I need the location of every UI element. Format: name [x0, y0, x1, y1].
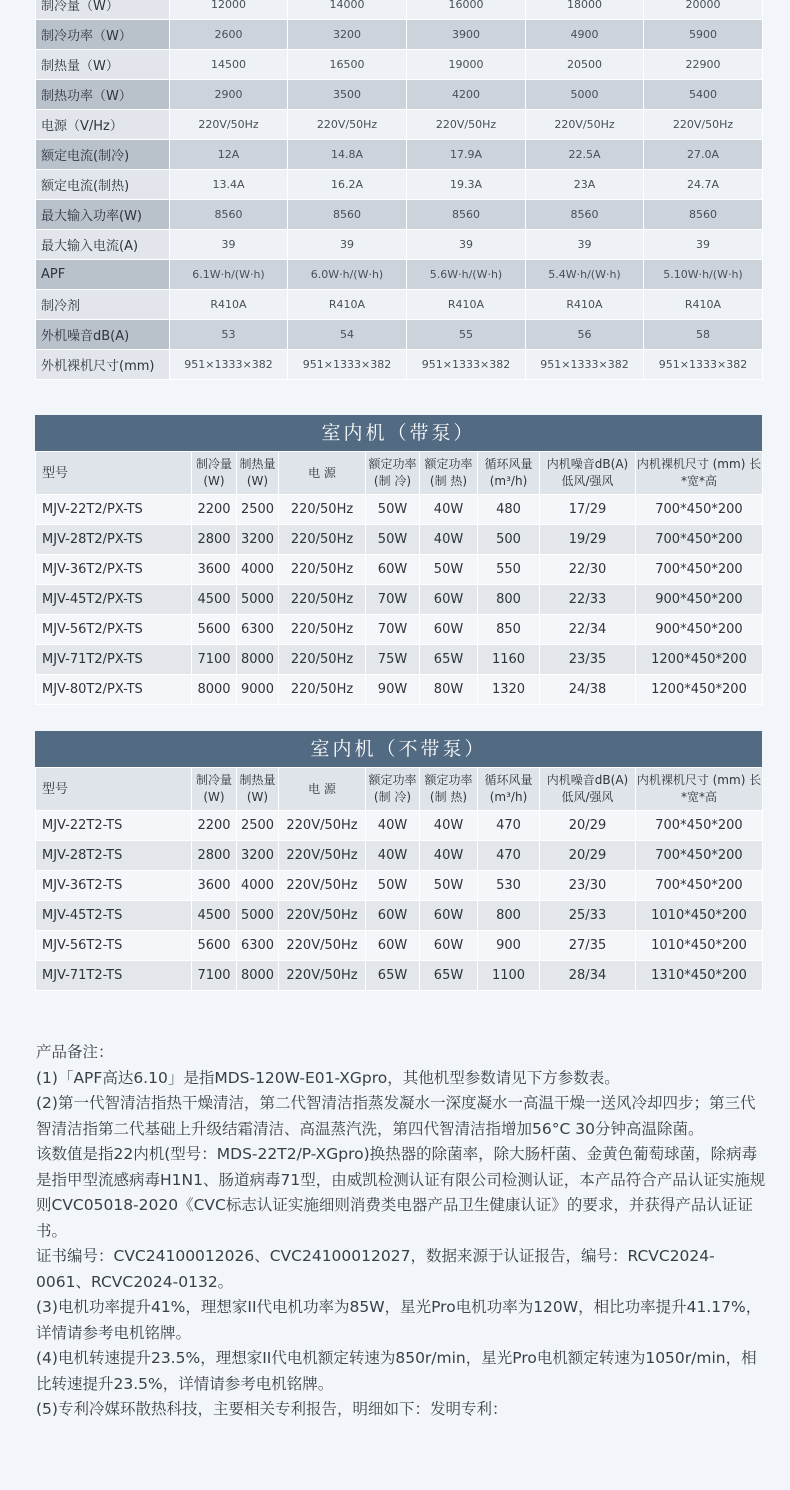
model-cell: MJV-36T2/PX-TS: [36, 555, 192, 585]
table-cell: 17/29: [540, 495, 636, 525]
table-cell: 800: [478, 901, 540, 931]
column-header: 内机噪音dB(A) 低风/强风: [540, 452, 636, 495]
table-cell: 55: [407, 320, 526, 350]
row-label: 额定电流(制冷): [36, 140, 170, 170]
row-label: 制冷剂: [36, 290, 170, 320]
table-cell: 1310*450*200: [636, 961, 763, 991]
table-cell: 2200: [192, 811, 237, 841]
table-cell: 25/33: [540, 901, 636, 931]
table-row: [36, 675, 763, 705]
note-item: (2)第一代智清洁指热干燥清洁，第二代智清洁指蒸发凝水一深度凝水一高温干燥一送风冷却四步；第三代智清洁指第二代基础上升级结霜清洁、高温蒸汽洗，第四代智清洁指增加56°C 30分钟高温除菌。: [36, 1094, 756, 1138]
table-cell: 220/50Hz: [279, 645, 366, 675]
table-cell: 14.8A: [288, 140, 407, 170]
table-cell: 58: [644, 320, 763, 350]
table-cell: 60W: [420, 901, 478, 931]
table-cell: 5600: [192, 931, 237, 961]
table-cell: 6.0W·h/(W·h): [288, 260, 407, 290]
table-cell: 5000: [237, 585, 279, 615]
table-row: [36, 200, 763, 230]
table-cell: R410A: [170, 290, 288, 320]
column-header: 内机噪音dB(A) 低风/强风: [540, 768, 636, 811]
table-cell: 700*450*200: [636, 525, 763, 555]
table-cell: R410A: [644, 290, 763, 320]
table-cell: 220V/50Hz: [279, 901, 366, 931]
note-item: 证书编号：CVC24100012026、CVC24100012027，数据来源于认证报告，编号：RCVC2024-0061、RCVC2024-0132。: [36, 1247, 715, 1291]
table-cell: 6300: [237, 931, 279, 961]
table-cell: 850: [478, 615, 540, 645]
model-cell: MJV-80T2/PX-TS: [36, 675, 192, 705]
table-cell: 50W: [420, 871, 478, 901]
table-cell: 50W: [366, 525, 420, 555]
row-label: 电源（V/Hz）: [36, 110, 170, 140]
column-header: 额定功率 (制 冷): [366, 452, 420, 495]
table-cell: 40W: [366, 811, 420, 841]
table-cell: 6300: [237, 615, 279, 645]
table-cell: 14500: [170, 50, 288, 80]
table-cell: 22900: [644, 50, 763, 80]
column-header: 循环风量 (m³/h): [478, 452, 540, 495]
table-cell: 3200: [237, 525, 279, 555]
column-header: 循环风量 (m³/h): [478, 768, 540, 811]
table-cell: 8560: [407, 200, 526, 230]
table-row: [36, 230, 763, 260]
table-row: [36, 495, 763, 525]
table-cell: 700*450*200: [636, 841, 763, 871]
table-cell: 951×1333×382: [644, 350, 763, 380]
table-cell: 20500: [526, 50, 644, 80]
table-cell: 4000: [237, 555, 279, 585]
notes-heading: 产品备注：: [36, 1043, 114, 1061]
table-row: [36, 585, 763, 615]
table-cell: 24/38: [540, 675, 636, 705]
table-cell: 220V/50Hz: [288, 110, 407, 140]
table-cell: 60W: [420, 931, 478, 961]
note-item: (3)电机功率提升41%，理想家II代电机功率为85W，星光Pro电机功率为120W，相比功率提升41.17%，详情请参考电机铭牌。: [36, 1298, 762, 1342]
column-header: 电 源: [279, 452, 366, 495]
column-header: 制热量 (W): [237, 768, 279, 811]
indoor-nopump-title: 室内机（不带泵）: [35, 731, 762, 767]
table-cell: 39: [170, 230, 288, 260]
column-header: 制冷量 (W): [192, 452, 237, 495]
table-cell: 500: [478, 525, 540, 555]
table-cell: 1100: [478, 961, 540, 991]
table-cell: 220/50Hz: [279, 585, 366, 615]
row-label: 最大输入功率(W): [36, 200, 170, 230]
table-cell: 60W: [366, 931, 420, 961]
table-cell: 220V/50Hz: [279, 871, 366, 901]
table-cell: 40W: [420, 495, 478, 525]
table-row: [36, 0, 763, 20]
table-cell: 22.5A: [526, 140, 644, 170]
table-cell: 3900: [407, 20, 526, 50]
table-cell: 65W: [420, 645, 478, 675]
table-row: [36, 20, 763, 50]
table-cell: 6.1W·h/(W·h): [170, 260, 288, 290]
indoor-pump-section: [35, 415, 762, 705]
table-cell: 13.4A: [170, 170, 288, 200]
table-cell: 8000: [237, 961, 279, 991]
table-cell: 220/50Hz: [279, 555, 366, 585]
table-cell: 14000: [288, 0, 407, 20]
indoor-nopump-table: [35, 767, 763, 991]
table-cell: 900*450*200: [636, 615, 763, 645]
column-header: 内机裸机尺寸 (mm) 长*宽*高: [636, 768, 763, 811]
table-row: [36, 80, 763, 110]
table-cell: 220/50Hz: [279, 675, 366, 705]
table-row: [36, 290, 763, 320]
table-cell: 220V/50Hz: [279, 961, 366, 991]
note-item: (1)「APF高达6.10」是指MDS-120W-E01-XGpro，其他机型参数请见下方参数表。: [36, 1068, 620, 1087]
table-cell: 40W: [420, 525, 478, 555]
table-cell: 23A: [526, 170, 644, 200]
table-cell: 700*450*200: [636, 555, 763, 585]
table-cell: 480: [478, 495, 540, 525]
table-cell: R410A: [407, 290, 526, 320]
table-cell: 1010*450*200: [636, 931, 763, 961]
table-row: [36, 50, 763, 80]
table-cell: 220/50Hz: [279, 615, 366, 645]
table-cell: 16000: [407, 0, 526, 20]
table-row: [36, 645, 763, 675]
table-cell: 23/30: [540, 871, 636, 901]
table-row: [36, 555, 763, 585]
model-cell: MJV-28T2/PX-TS: [36, 525, 192, 555]
table-cell: 700*450*200: [636, 495, 763, 525]
table-cell: 1160: [478, 645, 540, 675]
table-row: [36, 525, 763, 555]
indoor-pump-title: 室内机（带泵）: [35, 415, 762, 451]
table-cell: 220V/50Hz: [279, 811, 366, 841]
table-cell: 5900: [644, 20, 763, 50]
table-cell: 220/50Hz: [279, 525, 366, 555]
table-cell: 4900: [526, 20, 644, 50]
model-cell: MJV-71T2-TS: [36, 961, 192, 991]
table-row: [36, 871, 763, 901]
table-cell: 4000: [237, 871, 279, 901]
table-cell: 220V/50Hz: [279, 931, 366, 961]
model-cell: MJV-56T2/PX-TS: [36, 615, 192, 645]
note-item: 该数值是指22内机(型号：MDS-22T2/P-XGpro)换热器的除菌率，除大肠杆菌、金黄色葡萄球菌，除病毒是指甲型流感病毒H1N1、肠道病毒71型，由威凯检测认证有限公司检测认证，本产品符合产品认证实施规则CVC05018-2020《CVC标志认证实施细则消费类电器产品卫生健康认证》的要求，并获得产品认证证书。: [36, 1145, 766, 1240]
table-cell: 75W: [366, 645, 420, 675]
table-cell: 19.3A: [407, 170, 526, 200]
column-header: 制冷量 (W): [192, 768, 237, 811]
table-row: [36, 615, 763, 645]
table-cell: 700*450*200: [636, 811, 763, 841]
table-cell: 20/29: [540, 841, 636, 871]
header-row: [36, 452, 763, 495]
table-cell: 65W: [420, 961, 478, 991]
row-label: 制热量（W）: [36, 50, 170, 80]
table-cell: 90W: [366, 675, 420, 705]
model-cell: MJV-45T2/PX-TS: [36, 585, 192, 615]
table-cell: 1200*450*200: [636, 675, 763, 705]
indoor-nopump-section: [35, 731, 762, 991]
column-header: 额定功率 (制 冷): [366, 768, 420, 811]
table-cell: 60W: [366, 555, 420, 585]
table-cell: 50W: [366, 495, 420, 525]
table-cell: 20000: [644, 0, 763, 20]
table-cell: 9000: [237, 675, 279, 705]
table-row: [36, 140, 763, 170]
table-cell: 7100: [192, 961, 237, 991]
table-cell: 530: [478, 871, 540, 901]
row-label: 额定电流(制热): [36, 170, 170, 200]
table-cell: 70W: [366, 615, 420, 645]
product-notes: [36, 1040, 766, 1423]
table-cell: 17.9A: [407, 140, 526, 170]
table-cell: 1010*450*200: [636, 901, 763, 931]
table-cell: 24.7A: [644, 170, 763, 200]
table-cell: 5.10W·h/(W·h): [644, 260, 763, 290]
row-label: 制冷功率（W）: [36, 20, 170, 50]
table-cell: 8560: [526, 200, 644, 230]
table-cell: 951×1333×382: [288, 350, 407, 380]
table-cell: 4500: [192, 585, 237, 615]
table-cell: 5000: [526, 80, 644, 110]
row-label: 外机裸机尺寸(mm): [36, 350, 170, 380]
table-cell: R410A: [526, 290, 644, 320]
table-cell: 1320: [478, 675, 540, 705]
table-cell: 1200*450*200: [636, 645, 763, 675]
row-label: APF: [36, 260, 170, 290]
table-cell: 8560: [170, 200, 288, 230]
table-cell: 900: [478, 931, 540, 961]
table-cell: 16.2A: [288, 170, 407, 200]
table-cell: 3200: [288, 20, 407, 50]
table-cell: 3200: [237, 841, 279, 871]
table-cell: 2500: [237, 811, 279, 841]
table-cell: 40W: [366, 841, 420, 871]
table-row: [36, 931, 763, 961]
table-cell: 900*450*200: [636, 585, 763, 615]
model-cell: MJV-71T2/PX-TS: [36, 645, 192, 675]
table-cell: 3500: [288, 80, 407, 110]
table-cell: 19/29: [540, 525, 636, 555]
model-cell: MJV-28T2-TS: [36, 841, 192, 871]
table-cell: 39: [407, 230, 526, 260]
row-label: 最大输入电流(A): [36, 230, 170, 260]
column-header: 内机裸机尺寸 (mm) 长*宽*高: [636, 452, 763, 495]
table-row: [36, 320, 763, 350]
table-row: [36, 961, 763, 991]
row-label: 外机噪音dB(A): [36, 320, 170, 350]
table-cell: 18000: [526, 0, 644, 20]
table-row: [36, 841, 763, 871]
model-cell: MJV-22T2-TS: [36, 811, 192, 841]
table-cell: 22/30: [540, 555, 636, 585]
table-cell: 39: [644, 230, 763, 260]
model-cell: MJV-56T2-TS: [36, 931, 192, 961]
table-cell: 39: [526, 230, 644, 260]
table-cell: 70W: [366, 585, 420, 615]
table-cell: 27/35: [540, 931, 636, 961]
table-cell: 20/29: [540, 811, 636, 841]
table-cell: 4500: [192, 901, 237, 931]
table-cell: 8560: [644, 200, 763, 230]
table-row: [36, 110, 763, 140]
table-cell: 60W: [366, 901, 420, 931]
table-cell: 220V/50Hz: [644, 110, 763, 140]
note-item: (5)专利冷媒环散热科技，主要相关专利报告，明细如下：发明专利：: [36, 1400, 508, 1418]
table-cell: 22/34: [540, 615, 636, 645]
column-header: 型号: [36, 768, 192, 811]
table-cell: 56: [526, 320, 644, 350]
table-cell: 2600: [170, 20, 288, 50]
table-cell: 23/35: [540, 645, 636, 675]
table-cell: 4200: [407, 80, 526, 110]
table-cell: 951×1333×382: [526, 350, 644, 380]
row-label: 制冷量（W）: [36, 0, 170, 20]
column-header: 电 源: [279, 768, 366, 811]
table-cell: 800: [478, 585, 540, 615]
table-cell: 470: [478, 841, 540, 871]
table-cell: 19000: [407, 50, 526, 80]
table-cell: 220V/50Hz: [526, 110, 644, 140]
table-cell: 2200: [192, 495, 237, 525]
table-cell: 700*450*200: [636, 871, 763, 901]
model-cell: MJV-45T2-TS: [36, 901, 192, 931]
table-cell: 2800: [192, 525, 237, 555]
table-cell: 220V/50Hz: [407, 110, 526, 140]
row-label: 制热功率（W）: [36, 80, 170, 110]
table-cell: 8560: [288, 200, 407, 230]
table-cell: 8000: [192, 675, 237, 705]
table-cell: 60W: [420, 585, 478, 615]
table-cell: 28/34: [540, 961, 636, 991]
table-cell: 16500: [288, 50, 407, 80]
column-header: 额定功率 (制 热): [420, 768, 478, 811]
model-cell: MJV-36T2-TS: [36, 871, 192, 901]
table-cell: 951×1333×382: [407, 350, 526, 380]
table-row: [36, 350, 763, 380]
table-cell: 53: [170, 320, 288, 350]
table-cell: 27.0A: [644, 140, 763, 170]
table-cell: 5000: [237, 901, 279, 931]
table-row: [36, 811, 763, 841]
indoor-pump-table: [35, 451, 763, 705]
table-cell: 5.6W·h/(W·h): [407, 260, 526, 290]
note-item: (4)电机转速提升23.5%，理想家II代电机额定转速为850r/min，星光Pro电机额定转速为1050r/min，相比转速提升23.5%，详情请参考电机铭牌。: [36, 1349, 757, 1393]
column-header: 制热量 (W): [237, 452, 279, 495]
table-cell: 5600: [192, 615, 237, 645]
table-cell: 12A: [170, 140, 288, 170]
model-cell: MJV-22T2/PX-TS: [36, 495, 192, 525]
table-cell: 54: [288, 320, 407, 350]
table-cell: R410A: [288, 290, 407, 320]
outdoor-spec-table: [35, 0, 763, 380]
table-row: [36, 901, 763, 931]
table-cell: 50W: [420, 555, 478, 585]
table-cell: 50W: [366, 871, 420, 901]
table-cell: 5400: [644, 80, 763, 110]
table-cell: 60W: [420, 615, 478, 645]
table-cell: 40W: [420, 811, 478, 841]
table-cell: 550: [478, 555, 540, 585]
table-cell: 220/50Hz: [279, 495, 366, 525]
table-cell: 2900: [170, 80, 288, 110]
table-cell: 12000: [170, 0, 288, 20]
table-cell: 220V/50Hz: [279, 841, 366, 871]
header-row: [36, 768, 763, 811]
table-cell: 22/33: [540, 585, 636, 615]
table-cell: 80W: [420, 675, 478, 705]
table-cell: 65W: [366, 961, 420, 991]
table-cell: 470: [478, 811, 540, 841]
table-cell: 2500: [237, 495, 279, 525]
table-row: [36, 170, 763, 200]
table-cell: 7100: [192, 645, 237, 675]
table-cell: 39: [288, 230, 407, 260]
table-cell: 5.4W·h/(W·h): [526, 260, 644, 290]
table-cell: 40W: [420, 841, 478, 871]
table-cell: 3600: [192, 871, 237, 901]
table-cell: 2800: [192, 841, 237, 871]
table-cell: 8000: [237, 645, 279, 675]
column-header: 型号: [36, 452, 192, 495]
column-header: 额定功率 (制 热): [420, 452, 478, 495]
table-cell: 951×1333×382: [170, 350, 288, 380]
table-row: [36, 260, 763, 290]
table-cell: 220V/50Hz: [170, 110, 288, 140]
table-cell: 3600: [192, 555, 237, 585]
